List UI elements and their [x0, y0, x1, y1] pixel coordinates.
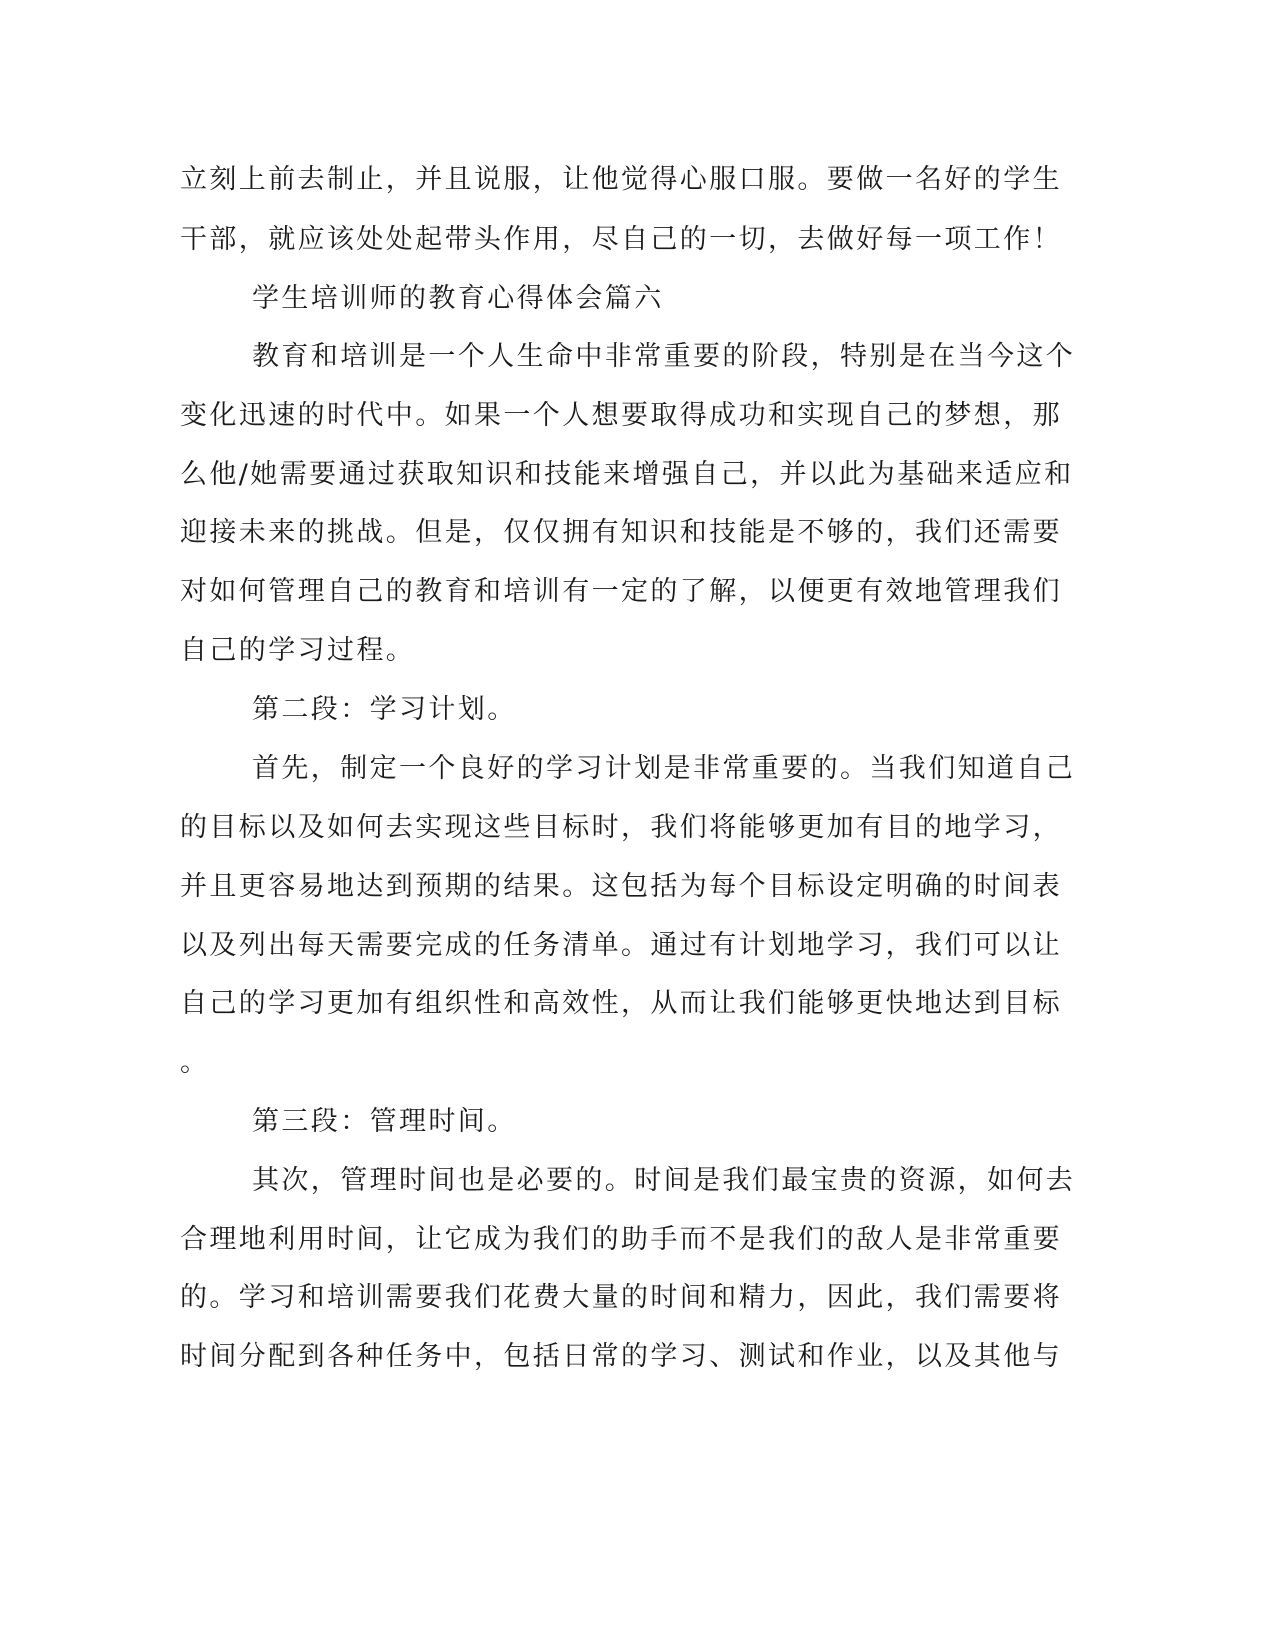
paragraph-first-line: 首先，制定一个良好的学习计划是非常重要的。当我们知道自己	[252, 753, 1076, 784]
body-text-line: 合理地利用时间，让它成为我们的助手而不是我们的敌人是非常重要	[180, 1224, 1062, 1255]
body-text-line: 的。学习和培训需要我们花费大量的时间和精力，因此，我们需要将	[180, 1282, 1062, 1313]
body-text-line: 。	[180, 1047, 210, 1078]
body-text-line: 自己的学习更加有组织性和高效性，从而让我们能够更快地达到目标	[180, 988, 1062, 1019]
body-text-line: 么他/她需要通过获取知识和技能来增强自己，并以此为基础来适应和	[180, 459, 1074, 490]
body-text-line: 迎接未来的挑战。但是，仅仅拥有知识和技能是不够的，我们还需要	[180, 517, 1062, 548]
body-text-line: 立刻上前去制止，并且说服，让他觉得心服口服。要做一名好的学生	[180, 164, 1062, 195]
section-heading: 第三段：管理时间。	[252, 1106, 517, 1137]
section-heading: 学生培训师的教育心得体会篇六	[252, 283, 664, 314]
body-text-line: 干部，就应该处处起带头作用，尽自己的一切，去做好每一项工作！	[180, 224, 1062, 255]
body-text-line: 时间分配到各种任务中，包括日常的学习、测试和作业，以及其他与	[180, 1341, 1062, 1372]
body-text-line: 的目标以及如何去实现这些目标时，我们将能够更加有目的地学习，	[180, 812, 1062, 843]
body-text-line: 自己的学习过程。	[180, 635, 416, 666]
section-heading: 第二段：学习计划。	[252, 694, 517, 725]
body-text-line: 对如何管理自己的教育和培训有一定的了解，以便更有效地管理我们	[180, 576, 1062, 607]
body-text-line: 并且更容易地达到预期的结果。这包括为每个目标设定明确的时间表	[180, 871, 1062, 902]
paragraph-first-line: 教育和培训是一个人生命中非常重要的阶段，特别是在当今这个	[252, 341, 1076, 372]
body-text-line: 变化迅速的时代中。如果一个人想要取得成功和实现自己的梦想，那	[180, 400, 1062, 431]
body-text-line: 以及列出每天需要完成的任务清单。通过有计划地学习，我们可以让	[180, 930, 1062, 961]
paragraph-first-line: 其次，管理时间也是必要的。时间是我们最宝贵的资源，如何去	[252, 1165, 1076, 1196]
